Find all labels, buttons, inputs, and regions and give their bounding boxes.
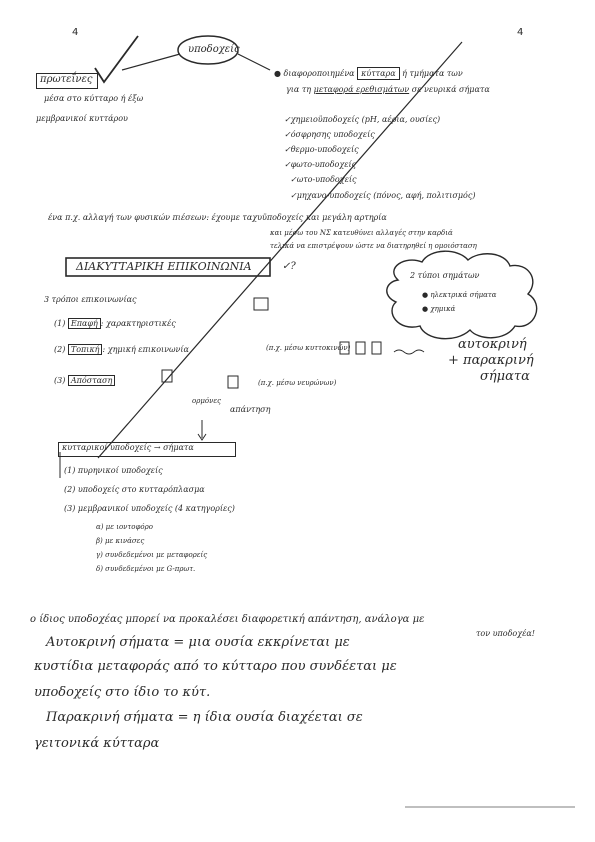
right-line-1: ● διαφοροποιημένα κύτταρα ή τμήματα των (274, 69, 463, 78)
way-2: (2) Τοπική : χημική επικοινωνία (54, 345, 189, 354)
receptor-item: ✓ωτο-υποδοχείς (290, 175, 357, 184)
way-1: (1) Επαφή : χαρακτηριστικές (54, 319, 176, 328)
oval-label: υποδοχείς (188, 44, 240, 55)
cloud-item-1: ● ηλεκτρικά σήματα (422, 291, 497, 299)
receptor-types-title: κυτταρικοί υποδοχείς → σήματα (62, 443, 194, 452)
receptor-item: ✓όσφρησης υποδοχείς (284, 130, 375, 139)
hormones-note: ορμόνες (192, 397, 222, 405)
bottom-line-1-tail: τον υποδοχέα! (476, 629, 535, 638)
receptor-sub-item: β) με κινάσες (96, 537, 145, 545)
example-line-3: τελικά να επιστρέψουν ώστε να διατηρηθεί η ομοιόσταση (270, 242, 477, 250)
cell-sketch-icon (228, 376, 238, 388)
autocrine-label: αυτοκρινή (458, 337, 527, 352)
left-box-label: πρωτεΐνες (40, 74, 93, 85)
bottom-line-4: υποδοχείς στο ίδιο το κύτ. (34, 685, 211, 700)
receptor-item: ✓φωτο-υποδοχείς (284, 160, 357, 169)
receptor-sub-item: γ) συνδεδεμένοι με μεταφορείς (96, 551, 208, 559)
receptor-type-item: (3) μεμβρανικοί υποδοχείς (4 κατηγορίες) (64, 504, 235, 513)
wave-line (394, 350, 424, 354)
bottom-line-1: ο ίδιος υποδοχέας μπορεί να προκαλέσει διαφορετική απάντηση, ανάλογα με (30, 614, 425, 625)
receptor-type-item: (2) υποδοχείς στο κυτταρόπλασμα (64, 485, 205, 494)
way-3: (3) Απόσταση (54, 377, 115, 385)
cloud-item-2: ● χημικά (422, 305, 456, 313)
cell-sketch-icon (356, 342, 365, 354)
bottom-line-5: Παρακρινή σήματα = η ίδια ουσία διαχέεται σε (46, 710, 363, 725)
receptor-sub-item: α) με ιοντοφόρο (96, 523, 153, 531)
cell-sketch-icon (254, 298, 268, 310)
receptor-type-item: (1) πυρηνικοί υποδοχείς (64, 466, 163, 475)
receptor-sub-item: δ) συνδεδεμένοι με G-πρωτ. (96, 565, 196, 573)
left-line-2: μεμβρανικοί κυττάρου (36, 114, 128, 123)
response-note: απάντηση (230, 405, 271, 414)
example-line-1: ένα π.χ. αλλαγή των φυσικών πιέσεων: έχουμε ταχυϋποδοχείς και μεγάλη αρτηρία (48, 213, 387, 222)
page-number-left: 4 (72, 27, 79, 38)
right-line-2: για τη μεταφορά ερεθισμάτων σε νευρικά σήματα (286, 85, 490, 94)
bottom-line-3: κυστίδια μεταφοράς από το κύτταρο που συνδέεται με (34, 659, 397, 674)
page-number-right: 4 (517, 27, 524, 38)
left-line-1: μέσα στο κύτταρο ή έξω (44, 94, 144, 103)
receptor-item: ✓χημειοϋποδοχείς (pH, αέρια, ουσίες) (284, 115, 441, 124)
cloud-title: 2 τύποι σημάτων (410, 271, 480, 280)
signals-label: σήματα (480, 369, 530, 384)
way-2-note: (π.χ. μέσω κυττοκινών) (266, 344, 351, 352)
way-3-note: (π.χ. μέσω νευρώνων) (258, 379, 337, 387)
paracrine-label: + παρακρινή (448, 353, 534, 368)
exclamation-icon: ✓? (282, 261, 296, 272)
example-line-2: και μέσω του ΝΣ κατευθύνει αλλαγές στην καρδιά (270, 229, 453, 237)
arrow-left (122, 54, 180, 70)
arrow-right (238, 54, 270, 70)
bottom-line-6: γειτονικά κύτταρα (34, 736, 160, 751)
cell-sketch-icon (372, 342, 381, 354)
receptor-item: ✓μηχανο-υποδοχείς (πόνος, αφή, πολιτισμός) (290, 191, 476, 200)
section-subtitle: 3 τρόποι επικοινωνίας (44, 295, 137, 304)
section-title: ΔΙΑΚΥΤΤΑΡΙΚΗ ΕΠΙΚΟΙΝΩΝΙΑ (76, 260, 252, 273)
receptor-item: ✓θερμο-υποδοχείς (284, 145, 359, 154)
bottom-line-2: Αυτοκρινή σήματα = μια ουσία εκκρίνεται με (46, 635, 350, 650)
diagonal-line (98, 42, 462, 458)
checkmark-icon (95, 36, 138, 82)
